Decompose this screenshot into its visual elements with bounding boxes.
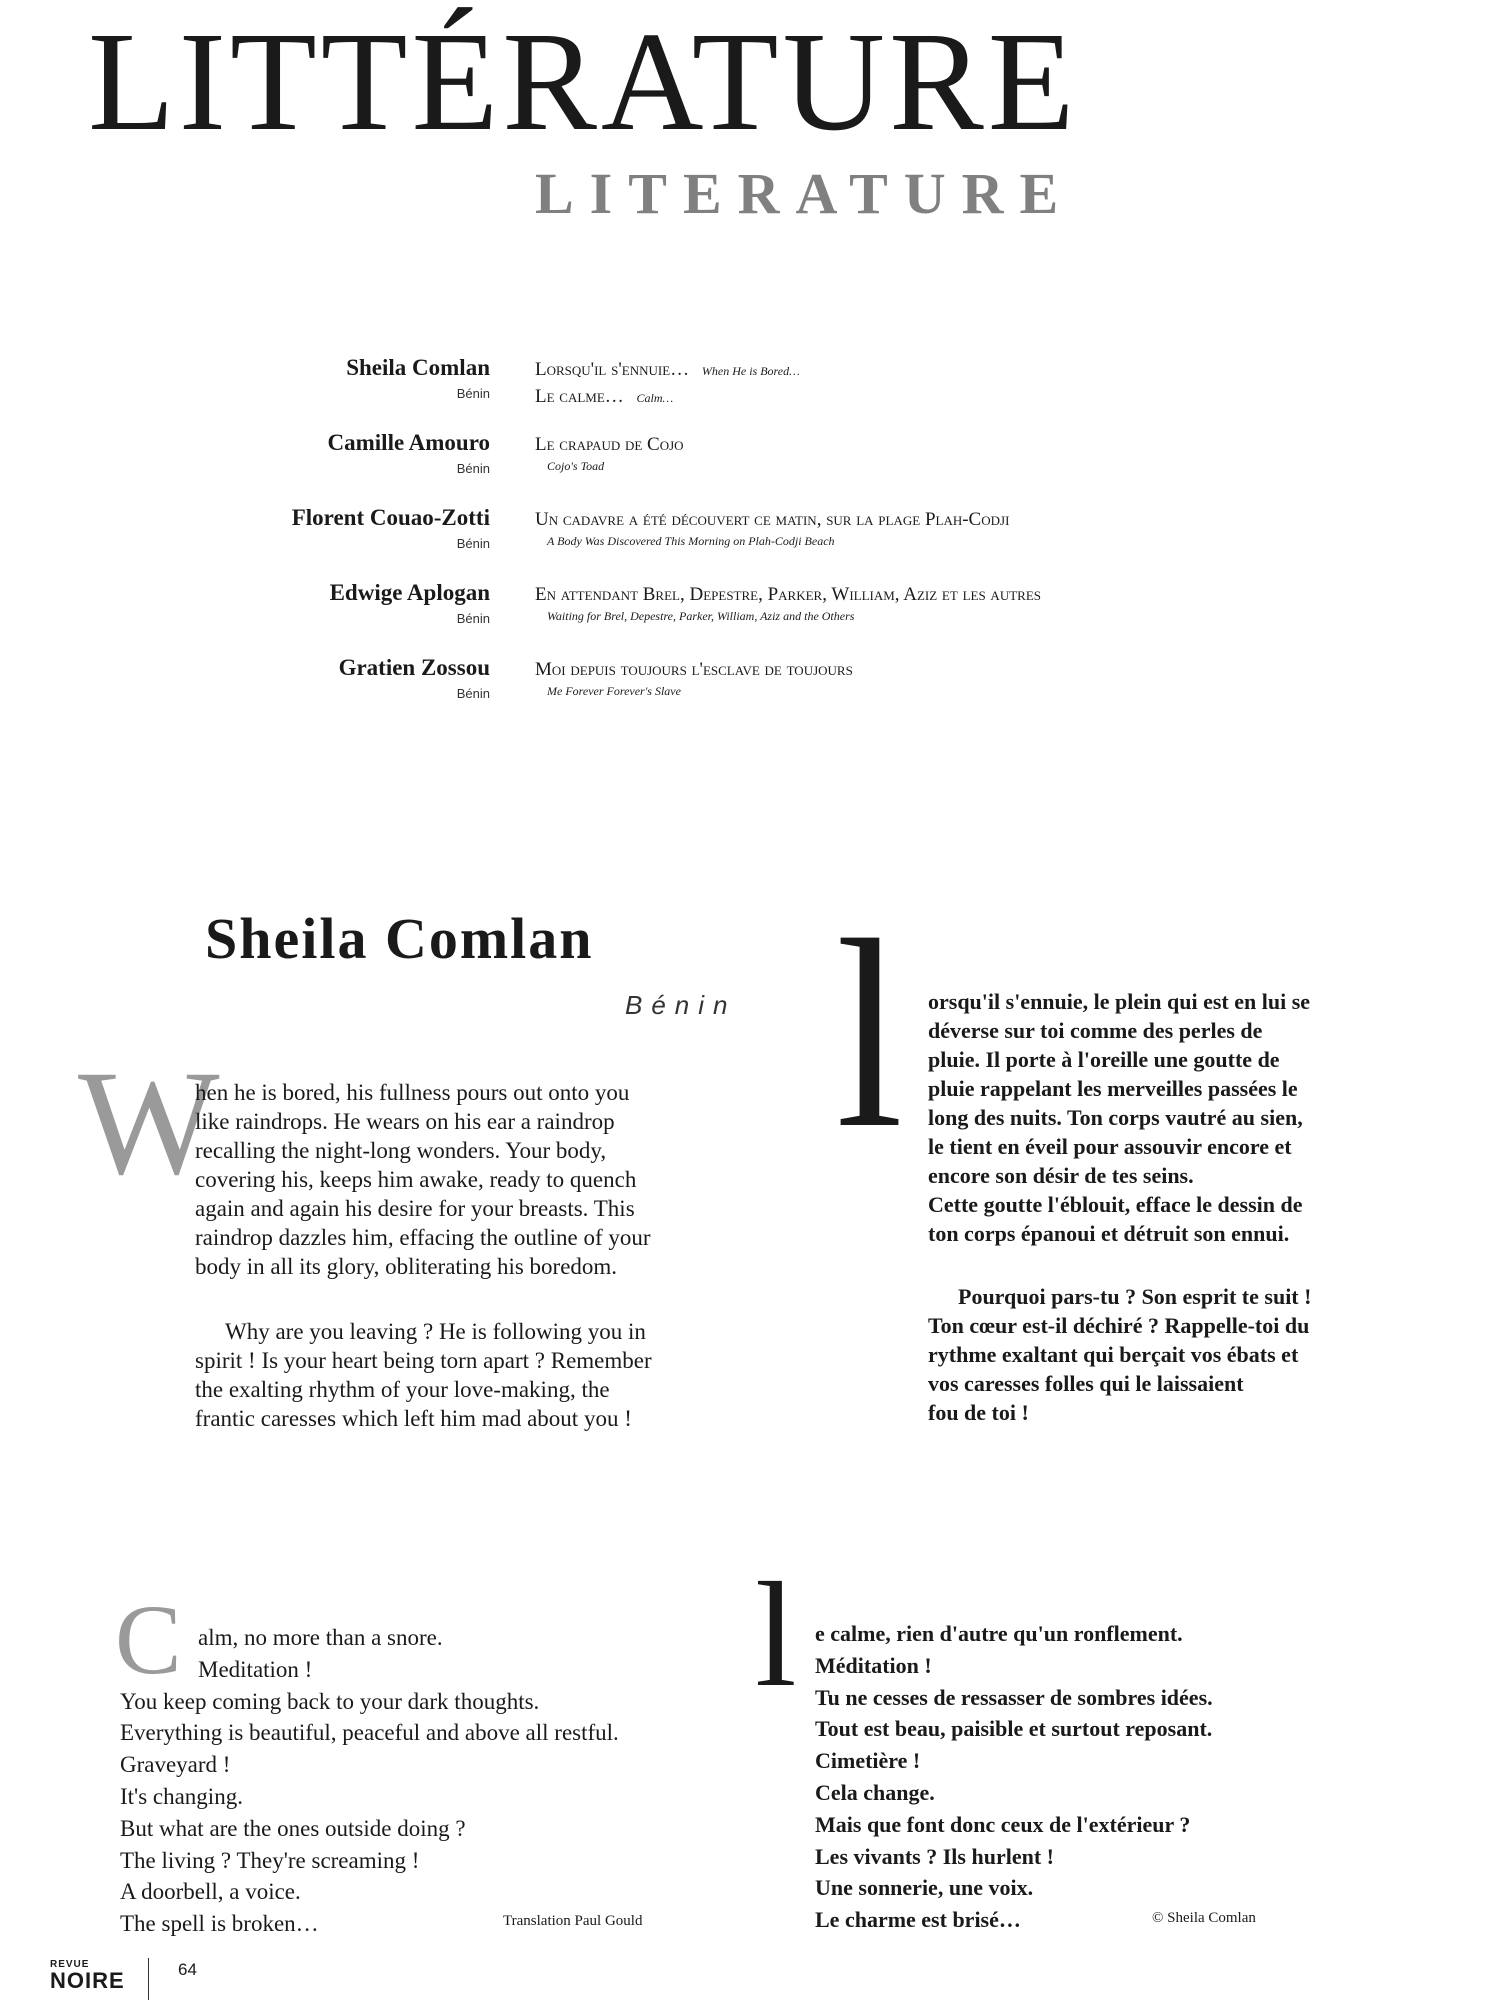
text-line: The living ? They're screaming !	[120, 1847, 420, 1873]
text-line: Pourquoi pars-tu ? Son esprit te suit !	[958, 1284, 1312, 1309]
toc-title-en: Waiting for Brel, Depestre, Parker, William, Aziz and the Others	[547, 609, 855, 623]
text-line: Everything is beautiful, peaceful and above all restful.	[120, 1720, 619, 1746]
text-line: like raindrops. He wears on his ear a raindrop	[195, 1109, 615, 1134]
toc-entry	[200, 355, 1250, 430]
page-title: LITTÉRATURE	[88, 2, 1079, 160]
text-line: long des nuits. Ton corps vautré au sien,	[928, 1105, 1303, 1130]
text-line: rythme exaltant qui berçait vos ébats et	[928, 1342, 1299, 1367]
text-line: The spell is broken…	[120, 1911, 319, 1937]
logo-top: REVUE	[50, 1959, 90, 1970]
toc-title-en: Cojo's Toad	[547, 459, 605, 473]
toc-title-en: A Body Was Discovered This Morning on Plah-Codji Beach	[547, 534, 835, 548]
text-line: Tu ne cesses de ressasser de sombres idées.	[815, 1684, 1213, 1710]
text-line: orsqu'il s'ennuie, le plein qui est en lui se	[928, 989, 1311, 1014]
text-line: hen he is bored, his fullness pours out onto you	[195, 1080, 630, 1105]
text-line: Le charme est brisé…	[815, 1907, 1021, 1933]
toc-title-en: Calm…	[636, 391, 674, 405]
toc-title-fr: Moi depuis toujours l'esclave de toujours	[535, 659, 853, 680]
text-line: Cette goutte l'éblouit, efface le dessin de	[928, 1192, 1303, 1217]
toc-author: Camille Amouro	[327, 430, 490, 455]
text-line: Ton cœur est-il déchiré ? Rappelle-toi du	[928, 1313, 1310, 1338]
copyright-notice: © Sheila Comlan	[1152, 1910, 1256, 1926]
magazine-logo	[50, 1960, 125, 1992]
toc-entry	[200, 655, 1250, 730]
text-line: ton corps épanoui et détruit son ennui.	[928, 1221, 1290, 1246]
page-subtitle: LITERATURE	[535, 161, 1075, 226]
toc-title-en: Me Forever Forever's Slave	[547, 684, 681, 698]
text-line: Meditation !	[198, 1656, 313, 1682]
toc-entry	[200, 430, 1250, 505]
text-line: frantic caresses which left him mad about you !	[195, 1406, 632, 1431]
poem1-fr-para1	[928, 987, 1310, 1248]
toc-title-fr: Le crapaud de Cojo	[535, 434, 684, 455]
toc-title-fr: Un cadavre a été découvert ce matin, sur la plage Plah-Codji	[535, 509, 1010, 530]
table-of-contents	[200, 355, 1250, 730]
drop-cap: W	[78, 1040, 220, 1206]
text-line: vos caresses folles qui le laissaient	[928, 1371, 1244, 1396]
toc-work	[535, 657, 1295, 700]
text-line: e calme, rien d'autre qu'un ronflement.	[815, 1621, 1183, 1646]
text-line: the exalting rhythm of your love-making, the	[195, 1377, 610, 1402]
toc-author: Edwige Aplogan	[329, 580, 490, 605]
text-line: Mais que font donc ceux de l'extérieur ?	[815, 1811, 1191, 1837]
translation-credit: Translation Paul Gould	[503, 1913, 643, 1929]
text-line: raindrop dazzles him, effacing the outline of your	[195, 1225, 651, 1250]
toc-country: Bénin	[456, 611, 490, 626]
text-line: Les vivants ? Ils hurlent !	[815, 1843, 1054, 1869]
text-line: again and again his desire for your breasts. This	[195, 1196, 635, 1221]
text-line: But what are the ones outside doing ?	[120, 1815, 466, 1841]
logo-bottom: NOIRE	[50, 1968, 125, 1993]
toc-author: Florent Couao-Zotti	[291, 505, 490, 530]
text-line: pluie. Il porte à l'oreille une goutte de	[928, 1047, 1280, 1072]
section-country: Bénin	[625, 990, 737, 1020]
text-line: It's changing.	[120, 1783, 243, 1809]
drop-cap: C	[115, 1584, 182, 1695]
toc-work	[535, 357, 1295, 411]
drop-cap: l	[835, 885, 904, 1184]
text-line: Méditation !	[815, 1652, 932, 1678]
text-line: alm, no more than a snore.	[198, 1625, 443, 1650]
toc-work	[535, 507, 1295, 550]
text-line: Cela change.	[815, 1779, 935, 1805]
toc-title-line	[535, 357, 1295, 384]
toc-country: Bénin	[456, 461, 490, 476]
text-line: Cimetière !	[815, 1748, 921, 1774]
text-line: pluie rappelant les merveilles passées le	[928, 1076, 1298, 1101]
toc-author: Gratien Zossou	[338, 655, 490, 680]
text-line: Why are you leaving ? He is following you in	[225, 1319, 646, 1344]
toc-title-en: When He is Bored…	[701, 364, 800, 378]
poem2-en	[120, 1622, 619, 1940]
toc-country: Bénin	[456, 686, 490, 701]
toc-country: Bénin	[456, 536, 490, 551]
poem1-fr-para2	[928, 1282, 1311, 1427]
text-line: Une sonnerie, une voix.	[815, 1875, 1034, 1901]
text-line: fou de toi !	[928, 1400, 1029, 1425]
drop-cap: l	[755, 1552, 797, 1718]
toc-title-line	[535, 384, 1295, 411]
text-line: déverse sur toi comme des perles de	[928, 1018, 1263, 1043]
poem1-en-para2	[195, 1317, 652, 1433]
text-line: Tout est beau, paisible et surtout reposant.	[815, 1716, 1213, 1742]
toc-entry	[200, 505, 1250, 580]
section-author: Sheila Comlan	[205, 906, 594, 971]
text-line: Graveyard !	[120, 1752, 231, 1778]
footer-divider	[148, 1958, 149, 2000]
text-line: encore son désir de tes seins.	[928, 1163, 1194, 1188]
toc-work	[535, 432, 1295, 475]
text-line: spirit ! Is your heart being torn apart ? Remember	[195, 1348, 652, 1373]
toc-country: Bénin	[456, 386, 490, 401]
toc-author: Sheila Comlan	[346, 355, 490, 380]
toc-title-fr: Le calme…	[535, 386, 624, 407]
text-line: recalling the night-long wonders. Your body,	[195, 1138, 607, 1163]
text-line: covering his, keeps him awake, ready to quench	[195, 1167, 637, 1192]
poem1-en-para1	[195, 1078, 651, 1281]
toc-entry	[200, 580, 1250, 655]
text-line: body in all its glory, obliterating his boredom.	[195, 1254, 618, 1279]
toc-work	[535, 582, 1295, 625]
text-line: You keep coming back to your dark thoughts.	[120, 1688, 540, 1714]
page-number: 64	[178, 1960, 197, 1979]
toc-title-fr: En attendant Brel, Depestre, Parker, William, Aziz et les autres	[535, 584, 1041, 605]
text-line: A doorbell, a voice.	[120, 1879, 301, 1905]
text-line: le tient en éveil pour assouvir encore et	[928, 1134, 1292, 1159]
poem2-fr	[815, 1618, 1213, 1936]
toc-title-fr: Lorsqu'il s'ennuie…	[535, 359, 690, 380]
